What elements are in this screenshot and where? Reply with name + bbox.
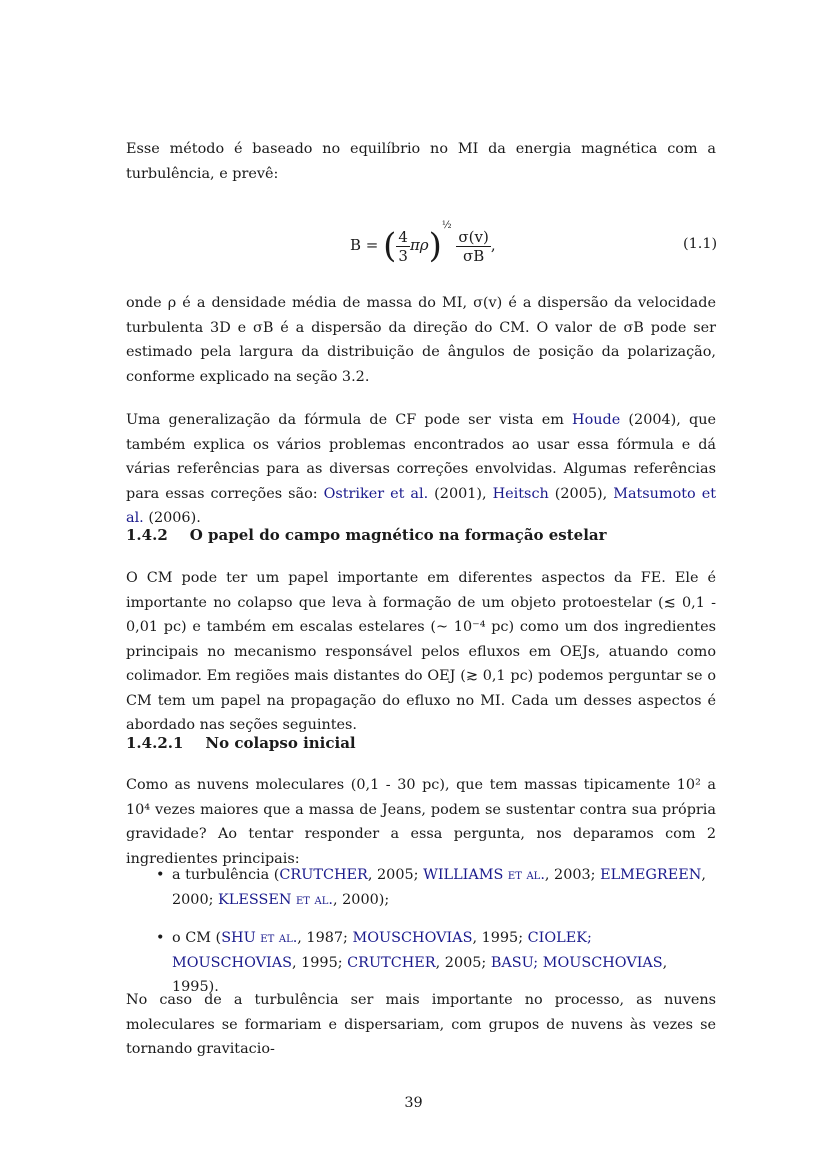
cite-williams[interactable]: WILLIAMS et al. <box>423 867 545 883</box>
paragraph-turbulence: No caso de a turbulência ser mais importante no processo, as nuvens moleculares se formariam e dispersariam, com grupos de nuvens às vezes se tornando gravitacio- <box>126 992 716 1057</box>
paren-open: ( <box>383 226 397 266</box>
cite-shu[interactable]: SHU et al. <box>221 930 298 946</box>
exponent-half: ½ <box>441 220 452 231</box>
equation-lhs: B = <box>350 236 379 254</box>
cite-ostriker[interactable]: Ostriker et al. <box>323 485 429 502</box>
list-item: • a turbulência (CRUTCHER, 2005; WILLIAMS et al., 2003; ELMEGREEN, 2000; KLESSEN et al., 2000); <box>172 863 717 912</box>
cite-mouschovias[interactable]: MOUSCHOVIAS <box>352 930 473 946</box>
subsection-heading: 1.4.2.1 No colapso inicial <box>126 734 356 752</box>
cite-heitsch[interactable]: Heitsch <box>492 485 549 502</box>
cite-crutcher[interactable]: CRUTCHER <box>279 867 368 883</box>
paren-close: ) <box>428 226 442 266</box>
equation: B = ( $\frac{4}{3}$ πρ)$^{\frac{1}{2}}$ $\frac{\sigma(v)}{\sigma B}$ , <box>350 220 496 266</box>
cite-basu-mouschovias[interactable]: BASU; MOUSCHOVIAS <box>490 954 663 971</box>
page-number: 39 <box>404 1095 423 1111</box>
cite-klessen[interactable]: KLESSEN et al. <box>218 891 333 908</box>
paragraph-molecular-clouds: Como as nuvens moleculares (0,1 - 30 pc), que tem massas tipicamente 10² a 10⁴ vezes maiores que a massa de Jeans, podem se sustentar contra sua própria gravidade? Ao tentar responder a essa pergunta, nos deparamos com 2 ingredientes principais: <box>126 777 716 867</box>
paragraph-generalization: Uma generalização da fórmula de CF pode ser vista em Houde (2004), que também explica os vários problemas encontrados ao usar essa fórmula e dá várias referências para as diversas correções envolvidas. Algumas referências para essas correções são: Ostriker et al. (2001), Heitsch (2005), Matsumoto et al. (2006). <box>126 412 717 526</box>
bullet-icon: • <box>156 867 165 883</box>
cite-crutcher-2[interactable]: CRUTCHER <box>347 954 436 971</box>
paragraph-intro: Esse método é baseado no equilíbrio no MI da energia magnética com a turbulência, e prevê: <box>126 141 716 182</box>
bullet-icon: • <box>156 930 165 946</box>
section-heading: 1.4.2 O papel do campo magnético na formação estelar <box>126 526 607 544</box>
fraction-sigma: $\frac{\sigma(v)}{\sigma B}$ <box>458 227 489 265</box>
cite-ciolek-mouschovias[interactable]: CIOLEK; MOUSCHOVIAS <box>172 930 592 971</box>
pi-rho: πρ <box>409 236 429 254</box>
paragraph-magnetic-role: O CM pode ter um papel importante em diferentes aspectos da FE. Ele é importante no colapso que leva à formação de um objeto protoestelar (≲ 0,1 - 0,01 pc) e também em escalas estelares (~ 10⁻⁴ pc) como um dos ingredientes principais no mecanismo responsável pelos efluxos em OEJs, atuando como colimador. Em regiões mais distantes do OEJ (≳ 0,1 pc) podemos perguntar se o CM tem um papel na propagação do efluxo no MI. Cada um desses aspectos é abordado nas seções seguintes. <box>126 570 716 733</box>
list-item: • o CM (SHU et al., 1987; MOUSCHOVIAS, 1995; CIOLEK; MOUSCHOVIAS, 1995; CRUTCHER, 2005; BASU; MOUSCHOVIAS, 1995). <box>172 926 717 1000</box>
cite-matsumoto[interactable]: Matsumoto et al. <box>126 485 717 526</box>
paragraph-definitions: onde ρ é a densidade média de massa do MI, σ(v) é a dispersão da velocidade turbulenta 3D e σB é a dispersão da direção do CM. O valor de σB pode ser estimado pela largura da distribuição de ângulos de posição da polarização, conforme explicado na seção 3.2. <box>126 295 716 385</box>
cite-elmegreen[interactable]: ELMEGREEN <box>600 867 702 883</box>
fraction-four-thirds: $\frac{4}{3}$ <box>398 227 408 265</box>
cite-houde[interactable]: Houde <box>572 412 621 428</box>
equation-number: (1.1) <box>683 236 718 252</box>
